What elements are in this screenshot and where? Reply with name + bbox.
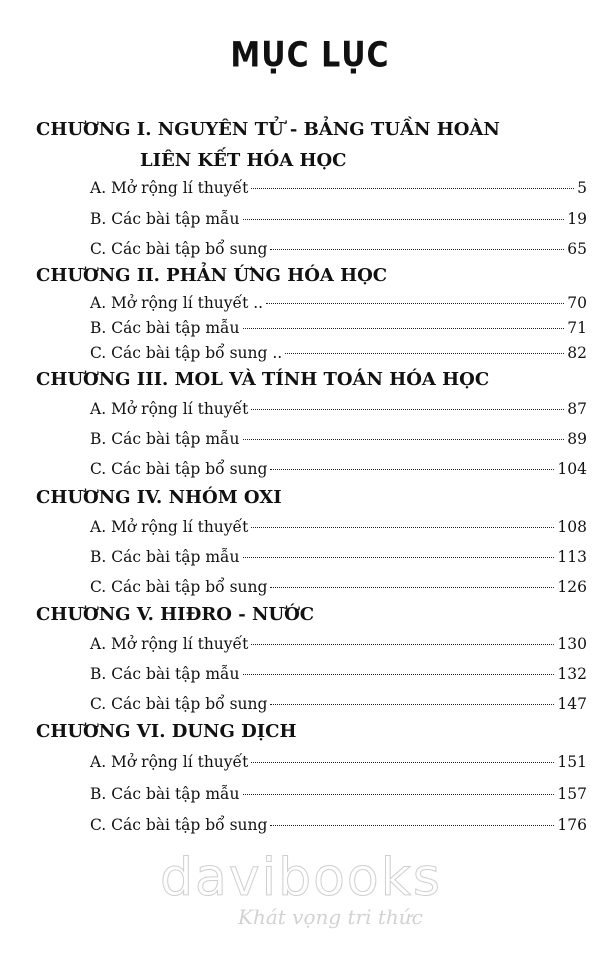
entry-label: B. Các bài tập mẫu [90,210,240,228]
entry-label: C. Các bài tập bổ sung [90,460,268,478]
entry-label: C. Các bài tập bổ sung [90,695,268,713]
entry-label: B. Các bài tập mẫu [90,430,240,448]
toc-entry[interactable] [90,547,587,567]
toc-entry[interactable] [90,784,587,804]
toc-entry[interactable] [90,694,587,714]
entry-label: B. Các bài tập mẫu [90,785,240,803]
chapter-3-heading[interactable]: CHƯƠNG III. MOL VÀ TÍNH TOÁN HÓA HỌC [36,369,490,390]
entry-label: C. Các bài tập bổ sung [90,240,268,258]
dot-leader [270,704,554,705]
toc-entry[interactable] [90,634,587,654]
toc-entry[interactable] [90,343,587,363]
entry-page-number: 89 [567,430,587,448]
dot-leader [243,557,555,558]
entry-label: C. Các bài tập bổ sung [90,578,268,596]
toc-entry[interactable] [90,577,587,597]
entry-page-number: 108 [557,518,587,536]
entry-page-number: 70 [567,294,587,312]
dot-leader [285,353,564,354]
entry-page-number: 126 [557,578,587,596]
entry-page-number: 157 [557,785,587,803]
dot-leader [251,409,564,410]
dot-leader [270,469,554,470]
entry-page-number: 176 [557,816,587,834]
watermark-logo: davibooks [160,848,442,908]
entry-page-number: 147 [557,695,587,713]
toc-entry[interactable] [90,399,587,419]
chapter-1-heading-line2: LIÊN KẾT HÓA HỌC [140,150,347,171]
dot-leader [270,587,554,588]
dot-leader [270,825,554,826]
dot-leader [266,303,564,304]
entry-label: A. Mở rộng lí thuyết .. [90,294,264,312]
toc-entry[interactable] [90,517,587,537]
entry-label: A. Mở rộng lí thuyết [90,400,249,418]
dot-leader [251,762,554,763]
entry-label: A. Mở rộng lí thuyết [90,635,249,653]
entry-label: B. Các bài tập mẫu [90,665,240,683]
chapter-2-heading[interactable]: CHƯƠNG II. PHẢN ỨNG HÓA HỌC [36,265,388,286]
toc-entry[interactable] [90,459,587,479]
entry-page-number: 71 [567,319,587,337]
toc-entry[interactable] [90,664,587,684]
entry-page-number: 130 [557,635,587,653]
entry-page-number: 87 [567,400,587,418]
toc-entry[interactable] [90,752,587,772]
entry-page-number: 104 [557,460,587,478]
entry-label: C. Các bài tập bổ sung [90,816,268,834]
dot-leader [243,794,555,795]
watermark-tagline: Khát vọng tri thức [238,905,423,929]
entry-page-number: 113 [557,548,587,566]
dot-leader [270,249,564,250]
chapter-5-heading[interactable]: CHƯƠNG V. HIĐRO - NƯỚC [36,604,315,625]
entry-page-number: 151 [557,753,587,771]
chapter-4-heading[interactable]: CHƯƠNG IV. NHÓM OXI [36,487,282,508]
dot-leader [251,644,554,645]
chapter-1-heading[interactable]: CHƯƠNG I. NGUYÊN TỬ - BẢNG TUẦN HOÀN [36,119,500,140]
dot-leader [251,527,554,528]
chapter-6-heading[interactable]: CHƯƠNG VI. DUNG DỊCH [36,721,297,742]
entry-page-number: 19 [567,210,587,228]
entry-label: A. Mở rộng lí thuyết [90,518,249,536]
dot-leader [243,439,565,440]
entry-page-number: 5 [577,179,587,197]
toc-entry[interactable] [90,239,587,259]
entry-label: A. Mở rộng lí thuyết [90,753,249,771]
dot-leader [251,188,574,189]
entry-page-number: 132 [557,665,587,683]
toc-entry[interactable] [90,209,587,229]
dot-leader [243,674,555,675]
toc-entry[interactable] [90,293,587,313]
toc-entry[interactable] [90,178,587,198]
entry-page-number: 82 [567,344,587,362]
toc-entry[interactable] [90,318,587,338]
entry-label: C. Các bài tập bổ sung .. [90,344,283,362]
dot-leader [243,328,565,329]
entry-label: A. Mở rộng lí thuyết [90,179,249,197]
toc-entry[interactable] [90,429,587,449]
entry-label: B. Các bài tập mẫu [90,319,240,337]
entry-page-number: 65 [567,240,587,258]
entry-label: B. Các bài tập mẫu [90,548,240,566]
toc-entry[interactable] [90,815,587,835]
dot-leader [243,219,565,220]
page-title: MỤC LỤC [230,35,390,76]
